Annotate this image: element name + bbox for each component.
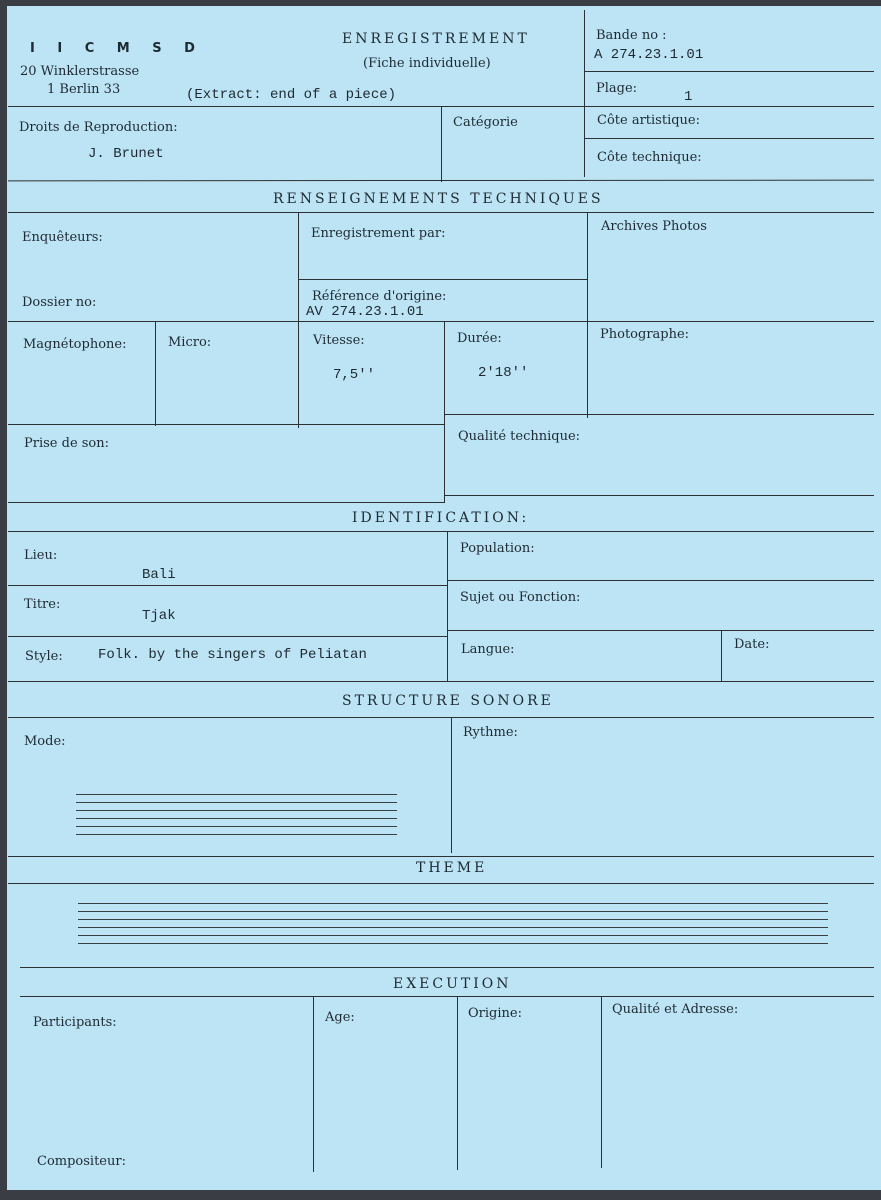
rule (584, 71, 874, 72)
rule (8, 531, 874, 532)
staff-line (76, 810, 397, 811)
population-label: Population: (460, 541, 535, 556)
rule-v (721, 630, 722, 682)
rule-v (441, 106, 442, 182)
origine-label: Origine: (468, 1006, 522, 1021)
titre-label: Titre: (24, 597, 61, 612)
bande-label: Bande no : (596, 28, 667, 43)
dossier-label: Dossier no: (22, 295, 97, 310)
address-line-1: 20 Winklerstrasse (20, 64, 140, 79)
enregistrement-par-label: Enregistrement par: (311, 226, 446, 241)
vitesse-value: 7,5'' (333, 367, 376, 383)
rule (8, 321, 874, 322)
rule (447, 630, 874, 631)
form-title: ENREGISTREMENT (342, 31, 530, 47)
structure-heading: STRUCTURE SONORE (342, 693, 554, 709)
micro-label: Micro: (168, 335, 212, 350)
rule-v (313, 996, 314, 1172)
compositeur-label: Compositeur: (37, 1154, 126, 1169)
institute-logo: I I C M S D (30, 41, 204, 56)
rule (8, 424, 445, 425)
rule (8, 681, 874, 682)
style-label: Style: (25, 649, 63, 664)
rule-v (451, 717, 452, 853)
rule (8, 717, 874, 718)
archives-photos-label: Archives Photos (601, 219, 707, 234)
plage-label: Plage: (596, 81, 638, 96)
scan-edge-left (0, 0, 7, 1200)
vitesse-label: Vitesse: (313, 333, 365, 348)
mode-label: Mode: (24, 734, 66, 749)
bande-value: A 274.23.1.01 (594, 47, 704, 63)
address-line-2: 1 Berlin 33 (47, 82, 121, 97)
staff-line (78, 911, 828, 912)
participants-label: Participants: (33, 1015, 117, 1030)
rule-v (155, 321, 156, 426)
qualite-technique-label: Qualité technique: (458, 429, 581, 444)
rule (447, 580, 874, 581)
magnetophone-label: Magnétophone: (23, 337, 127, 352)
style-value: Folk. by the singers of Peliatan (98, 647, 367, 663)
rythme-label: Rythme: (463, 725, 518, 740)
staff-line (76, 834, 397, 835)
identification-heading: IDENTIFICATION: (352, 510, 530, 526)
duree-value: 2'18'' (478, 365, 529, 381)
scan-edge-top (0, 0, 881, 6)
droits-label: Droits de Reproduction: (19, 120, 178, 135)
staff-line (78, 919, 828, 920)
cote-technique-label: Côte technique: (597, 150, 702, 165)
staff-line (78, 943, 828, 944)
rule (8, 585, 448, 586)
rule (8, 856, 874, 857)
staff-line (76, 826, 397, 827)
scan-edge-bottom (0, 1190, 881, 1200)
droits-value: J. Brunet (88, 146, 164, 162)
date-label: Date: (734, 637, 770, 652)
rule-v (601, 996, 602, 1168)
rule-v (444, 321, 445, 502)
duree-label: Durée: (457, 331, 502, 346)
rule (444, 495, 874, 496)
staff-line (76, 794, 397, 795)
staff-line (76, 818, 397, 819)
header-divider (584, 10, 585, 177)
rule (444, 414, 874, 415)
rule (20, 996, 874, 997)
sujet-label: Sujet ou Fonction: (460, 590, 581, 605)
reference-value: AV 274.23.1.01 (306, 304, 424, 320)
rule-v (457, 996, 458, 1170)
titre-value: Tjak (142, 608, 176, 624)
prise-de-son-label: Prise de son: (24, 436, 110, 451)
rule (298, 279, 587, 280)
rule-v (587, 212, 588, 418)
staff-line (78, 935, 828, 936)
rule (584, 138, 874, 139)
theme-heading: THEME (416, 860, 488, 876)
lieu-label: Lieu: (24, 548, 58, 563)
lieu-value: Bali (142, 567, 176, 583)
rule (8, 212, 874, 213)
photographe-label: Photographe: (600, 327, 690, 342)
age-label: Age: (325, 1010, 355, 1025)
execution-heading: EXECUTION (393, 976, 512, 992)
cote-artistique-label: Côte artistique: (597, 113, 700, 128)
form-subtitle: (Fiche individuelle) (363, 56, 491, 71)
technical-heading: RENSEIGNEMENTS TECHNIQUES (273, 191, 604, 207)
staff-line (78, 927, 828, 928)
staff-line (76, 802, 397, 803)
rule (8, 502, 445, 503)
rule-v (298, 212, 299, 428)
rule-v (447, 531, 448, 681)
rule (8, 883, 874, 884)
langue-label: Langue: (461, 642, 515, 657)
reference-label: Référence d'origine: (312, 289, 447, 304)
rule (8, 636, 448, 637)
qualite-adresse-label: Qualité et Adresse: (612, 1002, 739, 1017)
enqueteurs-label: Enquêteurs: (22, 230, 103, 245)
extract-note: (Extract: end of a piece) (186, 87, 397, 103)
rule (20, 967, 874, 968)
plage-value: 1 (684, 89, 693, 105)
categorie-label: Catégorie (453, 115, 518, 130)
staff-line (78, 903, 828, 904)
